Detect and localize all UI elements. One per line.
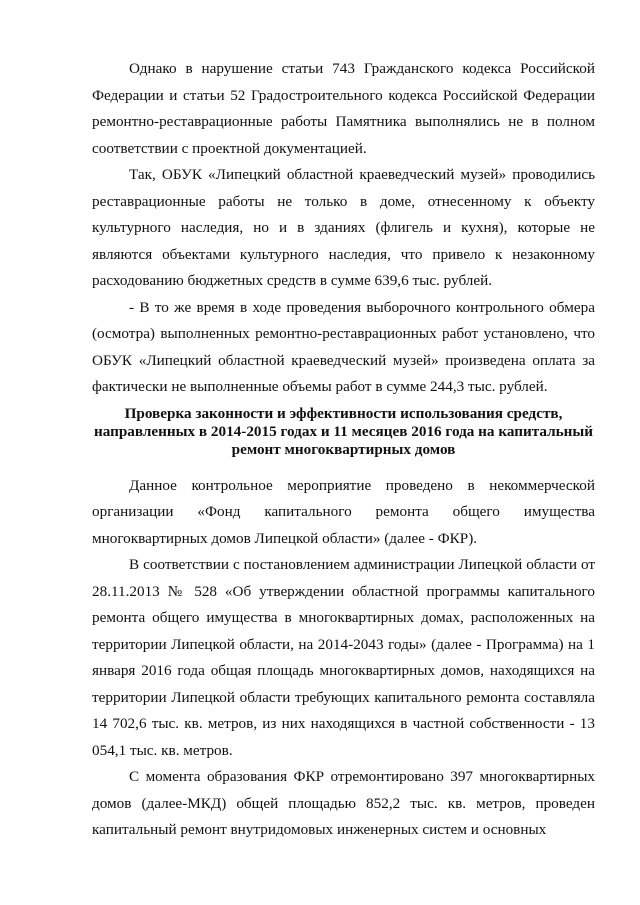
paragraph: Данное контрольное мероприятие проведено в некоммерческой организации «Фонд капитального ремонта общего имущества многоквартирных домов Липецкой области» (далее - ФКР). — [92, 476, 595, 547]
paragraph: Так, ОБУК «Липецкий областной краеведческий музей» проводились реставрационные работы не только в доме, отнесенному к объекту культурного наследия, но и в зданиях (флигель и кухня), которые не являются объектами культурного наследия, что привело к незаконному расходованию бюджетных средств в сумме 639,6 тыс. рублей. — [92, 166, 595, 289]
paragraph: С момента образования ФКР отремонтировано 397 многоквартирных домов (далее-МКД) общей площадью 852,2 тыс. кв. метров, проведен капитальный ремонт внутридомовых инженерных систем и основных — [92, 768, 595, 838]
document-page — [92, 56, 595, 844]
paragraph: - В то же время в ходе проведения выборочного контрольного обмера (осмотра) выполненных ремонтно-реставрационных работ установлено, что ОБУК «Липецкий областной краеведческий музей» произведена оплата за фактически не выполненные объемы работ в сумме 244,3 тыс. рублей. — [92, 298, 595, 395]
paragraph: Однако в нарушение статьи 743 Гражданского кодекса Российской Федерации и статьи 52 Градостроительного кодекса Российской Федерации ремонтно-реставрационные работы Памятника выполнялись не в полном соответствии с проектной документацией. — [92, 60, 595, 157]
section-heading: Проверка законности и эффективности использования средств, направленных в 2014-2015 годах и 11 месяцев 2016 года на капитальный ремонт многоквартирных домов — [93, 404, 594, 458]
paragraph: В соответствии с постановлением администрации Липецкой области от 28.11.2013 № 528 «Об утверждении областной программы капитального ремонта общего имущества в многоквартирных домах, расположенных на территории Липецкой области, на 2014-2043 годы» (далее - Программа) на 1 января 2016 года общая площадь многоквартирных домов, находящихся на территории Липецкой области требующих капитального ремонта составляла 14 702,6 тыс. кв. метров, из них находящихся в частной собственности - 13 054,1 тыс. кв. метров. — [92, 556, 595, 759]
